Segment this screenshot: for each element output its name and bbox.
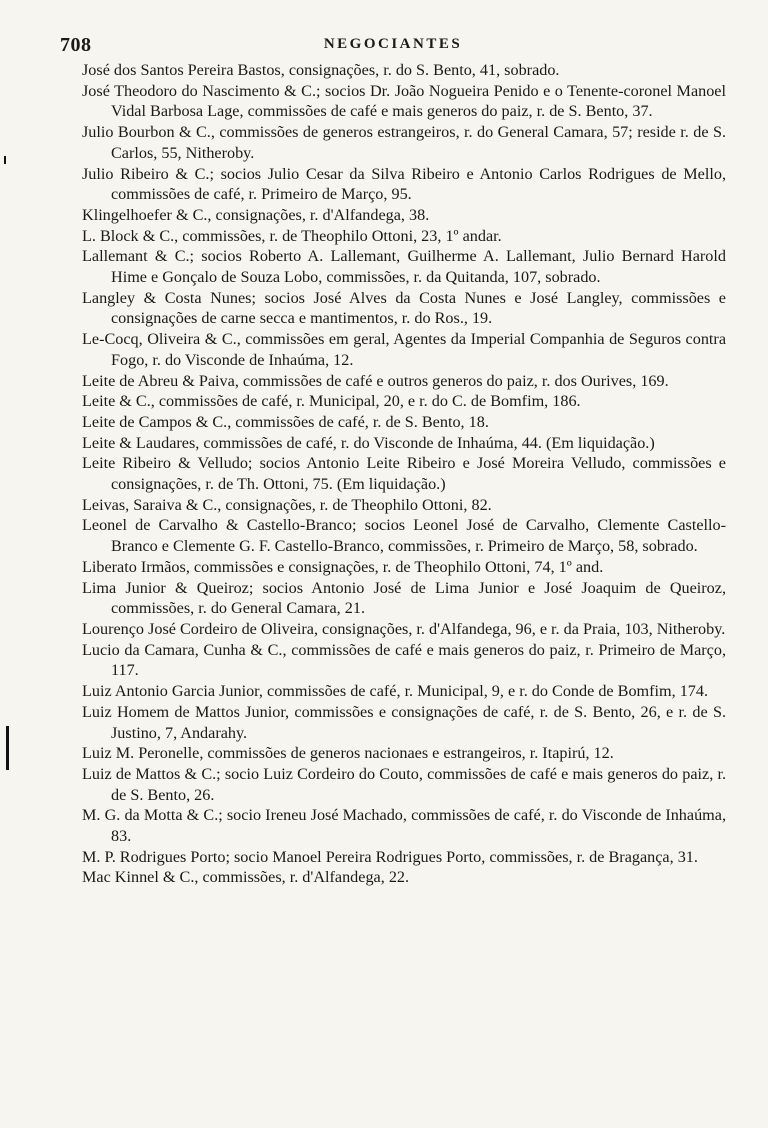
list-item: Lourenço José Cordeiro de Oliveira, consignações, r. d'Alfandega, 96, e r. da Praia, 103, Nitheroby.	[82, 619, 726, 638]
list-item: M. G. da Motta & C.; socio Ireneu José Machado, commissões de café, r. do Visconde de Inhaúma, 83.	[82, 806, 726, 846]
list-item: M. P. Rodrigues Porto; socio Manoel Pereira Rodrigues Porto, commissões, r. de Bragança, 31.	[82, 847, 698, 866]
list-item: Leite de Abreu & Paiva, commissões de café e outros generos do paiz, r. dos Ourives, 169.	[82, 371, 669, 390]
list-item: Leite de Campos & C., commissões de café, r. de S. Bento, 18.	[82, 412, 489, 431]
list-item: Leivas, Saraiva & C., consignações, r. de Theophilo Ottoni, 82.	[82, 495, 492, 514]
list-item: Leonel de Carvalho & Castello-Branco; socios Leonel José de Carvalho, Clemente Castello-Branco e Clemente G. F. Castello-Branco, commissões, r. Primeiro de Março, 58, sobrado.	[82, 516, 726, 556]
list-item: José dos Santos Pereira Bastos, consignações, r. do S. Bento, 41, sobrado.	[82, 61, 560, 79]
list-item: Luiz M. Peronelle, commissões de generos nacionaes e estrangeiros, r. Itapirú, 12.	[82, 744, 614, 763]
list-item: Lallemant & C.; socios Roberto A. Lallemant, Guilherme A. Lallemant, Julio Bernard Harold Hime e Gonçalo de Souza Lobo, commissões, r. da Quitanda, 107, sobrado.	[82, 247, 726, 287]
list-item: Julio Bourbon & C., commissões de generos estrangeiros, r. do General Camara, 57; reside r. de S. Carlos, 55, Nitheroby.	[82, 123, 726, 162]
list-item: Leite & C., commissões de café, r. Municipal, 20, e r. do C. de Bomfim, 186.	[82, 392, 581, 411]
merchant-list	[82, 60, 726, 888]
page-header	[60, 34, 726, 58]
page-number: 708	[60, 34, 92, 56]
margin-tick-mark	[4, 156, 6, 164]
list-item: Klingelhoefer & C., consignações, r. d'Alfandega, 38.	[82, 205, 430, 224]
list-item: Julio Ribeiro & C.; socios Julio Cesar da Silva Ribeiro e Antonio Carlos Rodrigues de Mello, commissões de café, r. Primeiro de Março, 95.	[82, 164, 726, 204]
list-item: Liberato Irmãos, commissões e consignações, r. de Theophilo Ottoni, 74, 1º and.	[82, 557, 604, 576]
list-item: Lucio da Camara, Cunha & C., commissões de café e mais generos do paiz, r. Primeiro de Março, 117.	[82, 640, 726, 680]
list-item: Mac Kinnel & C., commissões, r. d'Alfandega, 22.	[82, 868, 410, 887]
list-item: Luiz de Mattos & C.; socio Luiz Cordeiro do Couto, commissões de café e mais generos do paiz, r. de S. Bento, 26.	[82, 764, 726, 804]
list-item: Leite & Laudares, commissões de café, r. do Visconde de Inhaúma, 44. (Em liquidação.)	[82, 433, 655, 452]
list-item: Luiz Antonio Garcia Junior, commissões de café, r. Municipal, 9, e r. do Conde de Bomfim, 174.	[82, 682, 709, 701]
list-item: Luiz Homem de Mattos Junior, commissões e consignações de café, r. de S. Bento, 26, e r. de S. Justino, 7, Andarahy.	[82, 702, 726, 742]
list-item: Lima Junior & Queiroz; socios Antonio José de Lima Junior e José Joaquim de Queiroz, commissões, r. do General Camara, 21.	[82, 578, 726, 618]
list-item: José Theodoro do Nascimento & C.; socios Dr. João Nogueira Penido e o Tenente-coronel Manoel Vidal Barbosa Lage, commissões de café e mais generos do paiz, r. de S. Bento, 37.	[82, 81, 726, 121]
running-title: NEGOCIANTES	[323, 36, 463, 52]
list-item: Leite Ribeiro & Velludo; socios Antonio Leite Ribeiro e José Moreira Velludo, commissões e consignações, r. de Th. Ottoni, 75. (Em liquidação.)	[82, 454, 726, 494]
list-item: Langley & Costa Nunes; socios José Alves da Costa Nunes e José Langley, commissões e consignações de carne secca e mantimentos, r. do Ros., 19.	[82, 288, 726, 328]
margin-bar-mark	[6, 726, 9, 770]
list-item: L. Block & C., commissões, r. de Theophilo Ottoni, 23, 1º andar.	[82, 226, 502, 245]
list-item: Le-Cocq, Oliveira & C., commissões em geral, Agentes da Imperial Companhia de Seguros contra Fogo, r. do Visconde de Inhaúma, 12.	[82, 330, 726, 369]
